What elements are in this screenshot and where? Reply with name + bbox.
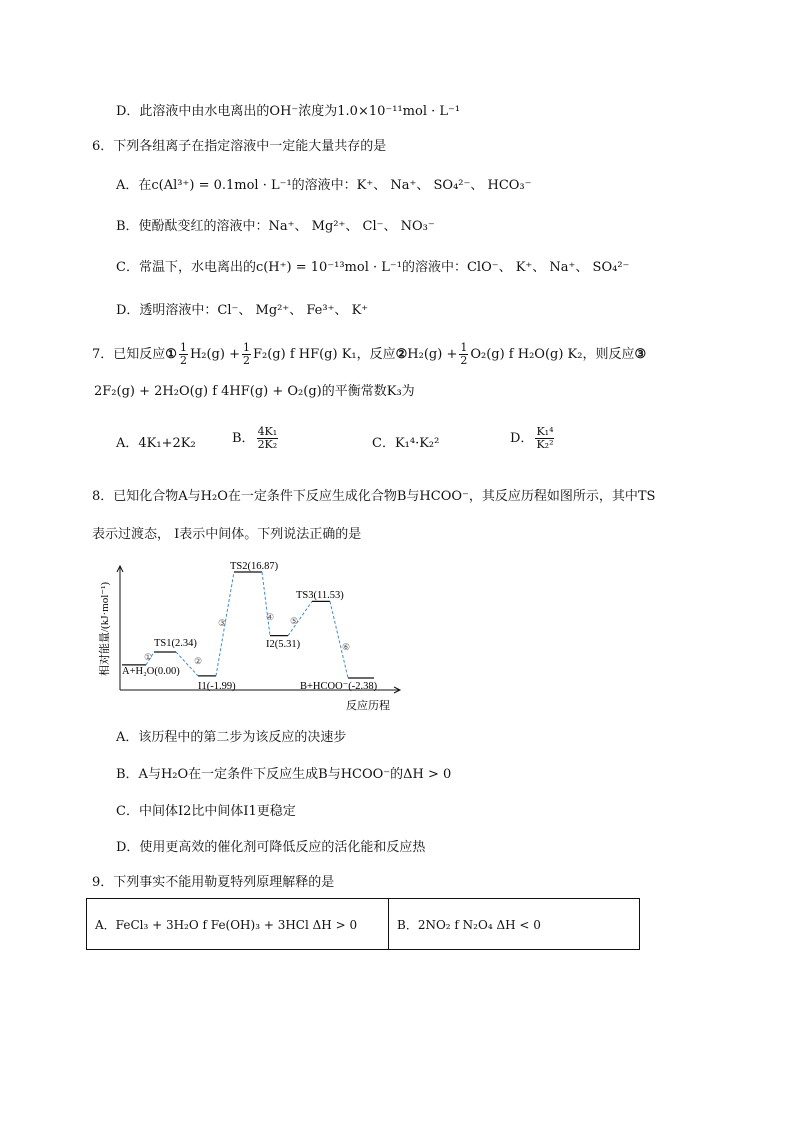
fraction-numerator: K₁⁴ [536, 425, 554, 438]
q6-option-d: D．透明溶液中：Cl⁻、 Mg²⁺、 Fe³⁺、 K⁺ [116, 303, 369, 318]
q9-options-table [86, 898, 640, 950]
q7-line-2: 2F₂(g) + 2H₂O(g) f 4HF(g) + O₂(g)的平衡常数K₃为 [94, 384, 415, 399]
q5-option-d: D．此溶液中由水电离出的OH⁻浓度为1.0×10⁻¹¹mol · L⁻¹ [116, 104, 461, 119]
reaction-3-marker: ③ [634, 347, 647, 362]
q7-option-b [232, 426, 280, 451]
q7-option-c: C．K₁⁴·K₂² [372, 436, 440, 451]
q7-h2-term-2: H₂(g) + [407, 347, 458, 362]
step-marker: ① [144, 652, 153, 662]
fraction-numerator: 4K₁ [257, 425, 278, 438]
half-fraction-3 [459, 342, 468, 367]
step-marker: ② [194, 656, 203, 666]
fraction-denominator: 2 [242, 354, 250, 367]
fraction-numerator: 1 [460, 341, 468, 354]
half-fraction-2 [242, 342, 251, 367]
energy-level-label: A+H₂O(0.00) [122, 666, 180, 677]
option-b-fraction [257, 426, 279, 451]
energy-level-label: I1(-1.99) [198, 681, 236, 692]
step-connector [262, 572, 270, 636]
option-label: B． [232, 431, 255, 446]
q7-h2-term: H₂(g) + [189, 347, 240, 362]
option-label: D． [510, 431, 534, 446]
step-marker: ④ [266, 612, 275, 622]
q6-option-c: C．常温下，水电离出的c(H⁺) = 10⁻¹³mol · L⁻¹的溶液中：ClO⁻、 K⁺、 Na⁺、 SO₄²⁻ [116, 260, 630, 275]
y-axis-label: 相对能量/(kJ·mol⁻¹) [99, 581, 111, 676]
fraction-denominator: 2 [179, 354, 187, 367]
q8-option-a: A．该历程中的第二步为该反应的决速步 [116, 730, 347, 745]
energy-level-label: TS2(16.87) [230, 561, 279, 572]
q7-reaction-1: F₂(g) f HF(g) K₁，反应 [252, 347, 396, 362]
energy-level-label: I2(5.31) [266, 639, 301, 650]
fraction-denominator: 2 [460, 354, 468, 367]
q7-intro: 7．已知反应 [92, 347, 166, 362]
q9-option-b: B．2NO₂ f N₂O₄ ΔH < 0 [389, 899, 640, 950]
q8-option-b: B．A与H₂O在一定条件下反应生成B与HCOO⁻的ΔH > 0 [116, 767, 452, 782]
energy-level-label: TS1(2.34) [154, 638, 197, 649]
step-marker: ⑥ [342, 642, 351, 652]
q9-stem: 9．下列事实不能用勒夏特列原理解释的是 [92, 875, 335, 890]
q7-option-a: A．4K₁+2K₂ [116, 436, 196, 451]
reaction-2-marker: ② [395, 347, 408, 362]
step-marker: ⑤ [290, 616, 299, 626]
table-row [87, 899, 640, 950]
q6-option-b: B．使酚酞变红的溶液中：Na⁺、 Mg²⁺、 Cl⁻、 NO₃⁻ [116, 219, 435, 234]
option-d-fraction [535, 426, 554, 451]
q7-line-1 [92, 342, 646, 367]
q7-reaction-2: O₂(g) f H₂O(g) K₂，则反应 [470, 347, 635, 362]
q6-option-a: A．在c(Al³⁺) = 0.1mol · L⁻¹的溶液中：K⁺、 Na⁺、 SO₄²⁻、 HCO₃⁻ [116, 178, 532, 193]
q8-stem-line-2: 表示过渡态， I表示中间体。下列说法正确的是 [92, 527, 362, 542]
chart-marks [122, 561, 378, 692]
q8-option-d: D．使用更高效的催化剂可降低反应的活化能和反应热 [116, 840, 426, 855]
x-axis-label: 反应历程 [346, 700, 390, 712]
fraction-denominator: K₂² [536, 438, 554, 451]
q7-option-d [510, 426, 556, 451]
energy-profile-chart [94, 556, 414, 714]
energy-level-label: B+HCOO⁻(-2.38) [300, 681, 378, 692]
fraction-numerator: 1 [179, 341, 187, 354]
step-connector [330, 601, 351, 678]
fraction-numerator: 1 [242, 341, 250, 354]
reaction-1-marker: ① [165, 347, 177, 362]
fraction-denominator: 2K₂ [257, 438, 278, 451]
energy-level-label: TS3(11.53) [296, 590, 344, 601]
q9-option-a: A．FeCl₃ + 3H₂O f Fe(OH)₃ + 3HCl ΔH > 0 [87, 899, 389, 950]
step-marker: ③ [218, 618, 227, 628]
q6-stem: 6．下列各组离子在指定溶液中一定能大量共存的是 [92, 139, 387, 154]
q8-stem-line-1: 8．已知化合物A与H₂O在一定条件下反应生成化合物B与HCOO⁻，其反应历程如图所示，其中TS [92, 489, 656, 504]
half-fraction-1 [179, 342, 188, 367]
q8-option-c: C．中间体I2比中间体I1更稳定 [116, 804, 296, 819]
